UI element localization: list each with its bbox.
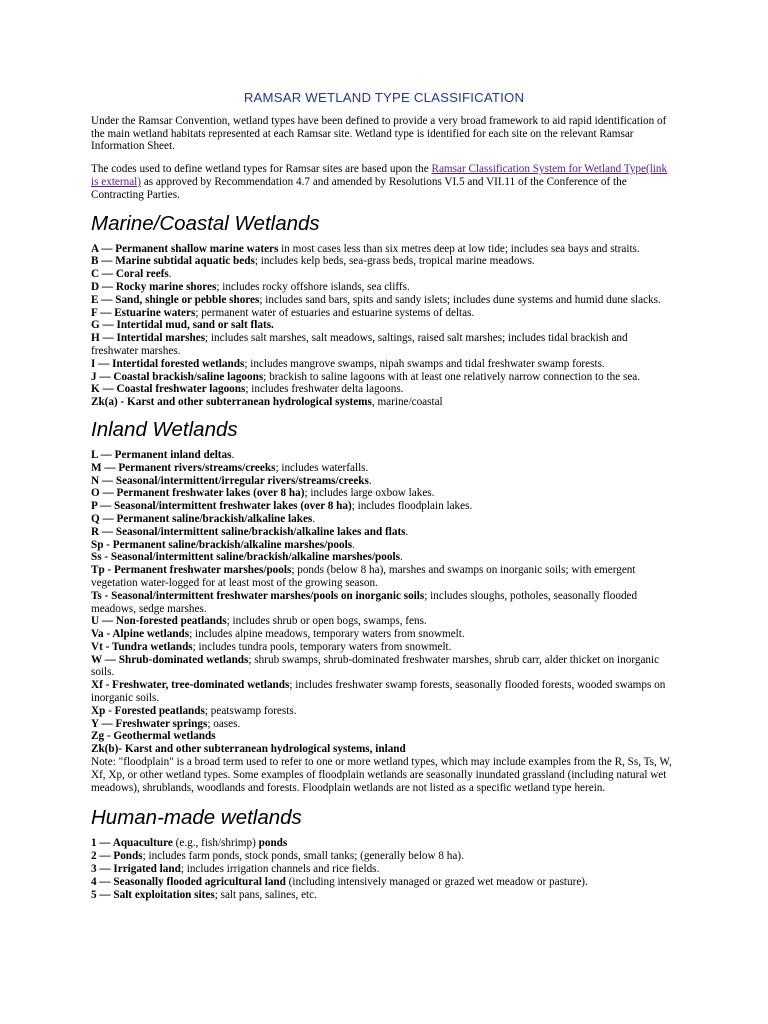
wetland-type-entry bbox=[91, 539, 677, 552]
wetland-type-code: Ss - Seasonal/intermittent saline/brackish/alkaline marshes/pools bbox=[91, 551, 400, 564]
wetland-type-entry bbox=[91, 281, 677, 294]
wetland-type-description: ; includes mangrove swamps, nipah swamps and tidal freshwater swamp forests. bbox=[244, 357, 605, 370]
wetland-type-description: , marine/coastal bbox=[371, 396, 443, 409]
wetland-type-description: . bbox=[368, 474, 372, 487]
wetland-type-description: ; includes sand bars, spits and sandy islets; includes dune systems and humid dune slacks. bbox=[259, 293, 661, 306]
wetland-type-entry bbox=[91, 679, 677, 705]
wetland-type-code: B — Marine subtidal aquatic beds bbox=[91, 255, 255, 268]
wetland-type-entry bbox=[91, 628, 677, 641]
wetland-type-description: ; includes alpine meadows, temporary waters from snowmelt. bbox=[189, 628, 465, 641]
wetland-type-code: 3 — Irrigated land bbox=[91, 863, 181, 876]
wetland-type-entry bbox=[91, 837, 677, 850]
marine-list bbox=[91, 243, 677, 409]
wetland-type-code: I — Intertidal forested wetlands bbox=[91, 357, 245, 370]
wetland-type-code: Zk(b)- Karst and other subterranean hydrological systems, inland bbox=[91, 743, 406, 756]
wetland-type-entry bbox=[91, 500, 677, 513]
wetland-type-code: 5 — Salt exploitation sites bbox=[91, 888, 215, 901]
wetland-type-code: Va - Alpine wetlands bbox=[91, 628, 190, 641]
wetland-type-entry bbox=[91, 307, 677, 320]
codes-paragraph bbox=[91, 163, 677, 201]
wetland-type-description: ; oases. bbox=[207, 717, 241, 730]
wetland-type-entry bbox=[91, 889, 677, 902]
wetland-type-description: ; salt pans, salines, etc. bbox=[214, 888, 317, 901]
wetland-type-description: ; includes salt marshes, salt meadows, saltings, raised salt marshes; includes tidal brackish and freshwater marshes. bbox=[91, 332, 628, 357]
wetland-type-code: 4 — Seasonally flooded agricultural land bbox=[91, 875, 286, 888]
wetland-type-code: Tp - Permanent freshwater marshes/pools bbox=[91, 564, 292, 577]
wetland-type-entry bbox=[91, 513, 677, 526]
wetland-type-description: ; includes sloughs, potholes, seasonally flooded meadows, sedge marshes. bbox=[91, 589, 638, 615]
wetland-type-description: ; includes rocky offshore islands, sea cliffs. bbox=[216, 280, 410, 293]
wetland-type-code: Zk(a) - Karst and other subterranean hydrological systems bbox=[91, 396, 372, 409]
wetland-type-code: Y — Freshwater springs bbox=[91, 717, 208, 730]
wetland-type-description: ; includes farm ponds, stock ponds, small tanks; (generally below 8 ha). bbox=[142, 850, 464, 863]
wetland-type-description: ; includes floodplain lakes. bbox=[351, 500, 473, 513]
wetland-type-description: ; includes freshwater swamp forests, seasonally flooded forests, wooded swamps on inorganic soils. bbox=[91, 679, 666, 705]
wetland-type-code: Q — Permanent saline/brackish/alkaline lakes bbox=[91, 512, 313, 525]
wetland-type-entry bbox=[91, 268, 677, 281]
wetland-type-entry bbox=[91, 730, 677, 743]
heading-inland: Inland Wetlands bbox=[91, 417, 238, 441]
link-external-note: (link is external) bbox=[91, 163, 668, 188]
wetland-type-description: in most cases less than six metres deep at low tide; includes sea bays and straits. bbox=[278, 242, 640, 255]
wetland-type-description: ; includes large oxbow lakes. bbox=[304, 487, 435, 500]
wetland-type-entry bbox=[91, 718, 677, 731]
wetland-type-description: ; includes kelp beds, sea-grass beds, tropical marine meadows. bbox=[254, 255, 535, 268]
wetland-type-entry bbox=[91, 383, 677, 396]
wetland-type-code: 2 — Ponds bbox=[91, 850, 143, 863]
wetland-type-code: Xf - Freshwater, tree-dominated wetlands bbox=[91, 679, 290, 692]
wetland-type-code: Ts - Seasonal/intermittent freshwater marshes/pools on inorganic soils bbox=[91, 589, 425, 602]
wetland-type-entry bbox=[91, 462, 677, 475]
wetland-type-description: ; peatswamp forests. bbox=[204, 704, 297, 717]
wetland-type-code: Vt - Tundra wetlands bbox=[91, 640, 193, 653]
wetland-type-code: J — Coastal brackish/saline lagoons bbox=[91, 370, 264, 383]
wetland-type-entry bbox=[91, 255, 677, 268]
wetland-type-entry bbox=[91, 615, 677, 628]
wetland-type-code: C — Coral reefs bbox=[91, 268, 169, 281]
wetland-type-description: . bbox=[312, 512, 316, 525]
wetland-type-entry bbox=[91, 551, 677, 564]
wetland-type-code: H — Intertidal marshes bbox=[91, 332, 206, 345]
wetland-type-entry bbox=[91, 526, 677, 539]
wetland-type-description: (e.g., fish/shrimp) bbox=[172, 837, 259, 850]
wetland-type-code: N — Seasonal/intermittent/irregular rivers/streams/creeks bbox=[91, 474, 369, 487]
wetland-type-entry bbox=[91, 654, 677, 680]
document-page bbox=[91, 92, 677, 901]
wetland-type-entry bbox=[91, 358, 677, 371]
wetland-type-code: Sp - Permanent saline/brackish/alkaline marshes/pools bbox=[91, 538, 353, 551]
wetland-type-code: G — Intertidal mud, sand or salt flats. bbox=[91, 319, 274, 332]
wetland-type-description: ; shrub swamps, shrub-dominated freshwater marshes, shrub carr, alder thicket on inorganic soils. bbox=[91, 653, 660, 679]
wetland-type-description: . bbox=[399, 551, 403, 564]
wetland-type-code: 1 — Aquaculture bbox=[91, 837, 173, 850]
floodplain-note: Note: "floodplain" is a broad term used to refer to one or more wetland types, which may include examples from the R, Ss, Ts, W, Xf, Xp, or other wetland types. Some examples of floodplain wetlands are seasonally inundated grassland (including natural wet meadows), shrublands, woodlands and forests. Floodplain wetlands are not listed as a specific wetland type herein. bbox=[91, 756, 672, 794]
wetland-type-entry bbox=[91, 319, 677, 332]
wetland-type-description: . bbox=[168, 268, 172, 281]
wetland-type-entry bbox=[91, 641, 677, 654]
wetland-type-code: F — Estuarine waters bbox=[91, 306, 196, 319]
wetland-type-code: M — Permanent rivers/streams/creeks bbox=[91, 461, 276, 474]
wetland-type-entry bbox=[91, 243, 677, 256]
wetland-type-code: A — Permanent shallow marine waters bbox=[91, 242, 279, 255]
wetland-type-entry bbox=[91, 487, 677, 500]
wetland-type-description: ; ponds (below 8 ha), marshes and swamps on inorganic soils; with emergent vegetation water-logged for at least most of the growing season. bbox=[91, 564, 636, 589]
wetland-type-entry bbox=[91, 396, 677, 409]
wetland-type-code: U — Non-forested peatlands bbox=[91, 615, 227, 628]
wetland-type-description: . bbox=[405, 525, 409, 538]
heading-marine-coastal: Marine/Coastal Wetlands bbox=[91, 211, 320, 235]
wetland-type-entry bbox=[91, 876, 677, 889]
intro-paragraph: Under the Ramsar Convention, wetland types have been defined to provide a very broad framework to aid rapid identification of the main wetland habitats represented at each Ramsar site. Wetland type is identified for each site on the relevant Ramsar Information Sheet. bbox=[91, 114, 667, 153]
codes-text-after: as approved by Recommendation 4.7 and amended by Resolutions VI.5 and VII.11 of the Conference of the Contracting Parties. bbox=[91, 175, 627, 201]
wetland-type-code: E — Sand, shingle or pebble shores bbox=[91, 293, 260, 306]
wetland-type-entry bbox=[91, 332, 677, 358]
wetland-type-description: ; includes tundra pools, temporary waters from snowmelt. bbox=[192, 640, 452, 653]
document-title: RAMSAR WETLAND TYPE CLASSIFICATION bbox=[243, 90, 525, 105]
wetland-type-entry bbox=[91, 850, 677, 863]
wetland-type-entry bbox=[91, 863, 677, 876]
inland-list bbox=[91, 449, 677, 756]
wetland-type-code: L — Permanent inland deltas bbox=[91, 448, 232, 461]
wetland-type-code: P — Seasonal/intermittent freshwater lakes (over 8 ha) bbox=[91, 500, 352, 513]
wetland-type-code: W — Shrub-dominated wetlands bbox=[91, 653, 249, 666]
wetland-type-code: K — Coastal freshwater lagoons bbox=[91, 383, 246, 396]
wetland-type-entry bbox=[91, 590, 677, 616]
wetland-type-description: ; includes freshwater delta lagoons. bbox=[245, 383, 404, 396]
wetland-type-code: O — Permanent freshwater lakes (over 8 ha) bbox=[91, 487, 305, 500]
wetland-type-entry bbox=[91, 564, 677, 590]
wetland-type-description: . bbox=[231, 448, 235, 461]
wetland-type-description: ; permanent water of estuaries and estuarine systems of deltas. bbox=[195, 306, 475, 319]
wetland-type-entry bbox=[91, 705, 677, 718]
wetland-type-description: ; includes shrub or open bogs, swamps, fens. bbox=[226, 615, 427, 628]
wetland-type-code-suffix: ponds bbox=[258, 837, 288, 850]
wetland-type-code: Xp - Forested peatlands bbox=[91, 704, 205, 717]
wetland-type-description: ; brackish to saline lagoons with at least one relatively narrow connection to the sea. bbox=[263, 370, 641, 383]
codes-text-before: The codes used to define wetland types for Ramsar sites are based upon the bbox=[91, 163, 432, 176]
wetland-type-code: D — Rocky marine shores bbox=[91, 280, 217, 293]
wetland-type-description: (including intensively managed or grazed wet meadow or pasture). bbox=[285, 875, 588, 888]
wetland-type-description: ; includes waterfalls. bbox=[275, 461, 369, 474]
wetland-type-entry bbox=[91, 449, 677, 462]
link-text: Ramsar Classification System for Wetland Type bbox=[431, 163, 646, 176]
human-list bbox=[91, 837, 677, 901]
wetland-type-description: . bbox=[352, 538, 355, 551]
heading-human-made: Human-made wetlands bbox=[91, 806, 302, 830]
wetland-type-description: ; includes irrigation channels and rice fields. bbox=[180, 863, 380, 876]
wetland-type-entry bbox=[91, 294, 677, 307]
wetland-type-code: Zg - Geothermal wetlands bbox=[91, 730, 216, 743]
wetland-type-entry bbox=[91, 371, 677, 384]
wetland-type-entry bbox=[91, 743, 677, 756]
wetland-type-code: R — Seasonal/intermittent saline/brackish/alkaline lakes and flats bbox=[91, 525, 406, 538]
wetland-type-entry bbox=[91, 475, 677, 488]
